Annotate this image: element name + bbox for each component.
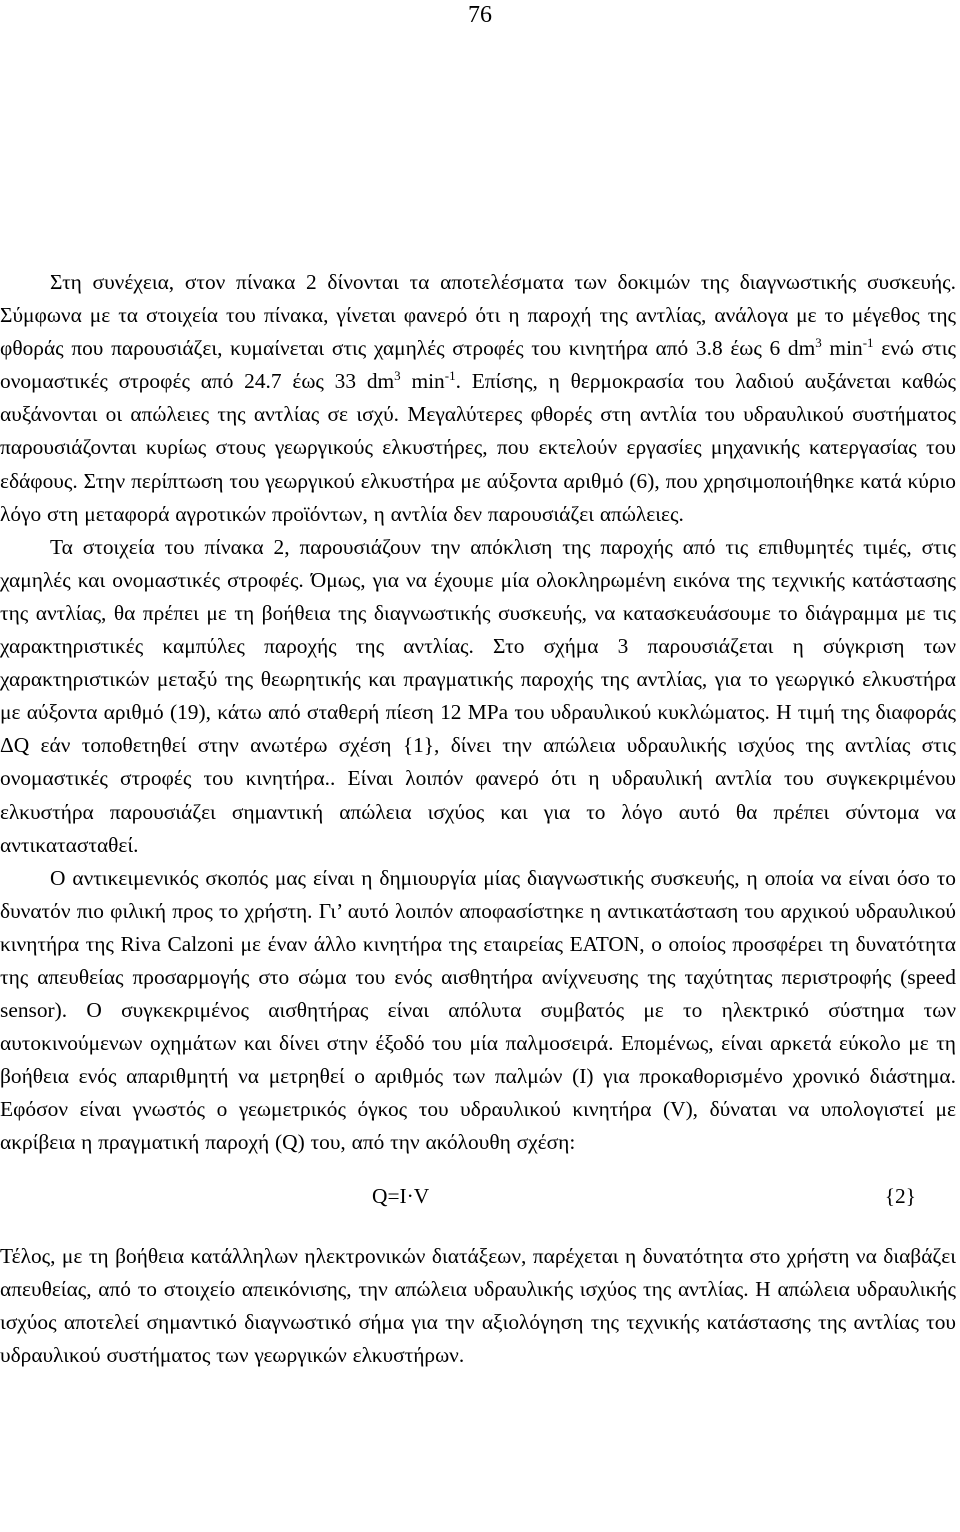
page-number: 76 <box>468 2 492 28</box>
paragraph-1-text-a: Στη συνέχεια, στον πίνακα 2 δίνονται τα αποτελέσματα των δοκιμών της διαγνωστικής συσκευής. Σύμφωνα με τα στοιχεία του πίνακα, γίνεται φανερό ότι η παροχή της αντλίας, ανάλογα με το μέγεθος της φθοράς που παρουσιάζει, κυμαίνεται στις χαμηλές στροφές του κινητήρα από 3.8 έως 6 dm <box>0 270 956 361</box>
paragraph-1-text-c: ενώ στις ονομαστικές στροφές από 24.7 έως 33 dm <box>0 336 957 394</box>
paragraph-2: Τα στοιχεία του πίνακα 2, παρουσιάζουν την απόκλιση της παροχής από τις επιθυμητές τιμές, στις χαμηλές και ονομαστικές στροφές. Όμως, για να έχουμε μία ολοκληρωμένη εικόνα της τεχνικής κατάστασης της αντλίας, θα πρέπει με τη βοήθεια της διαγνωστικής συσκευής, να κατασκευάσουμε το διάγραμμα με τις χαρακτηριστικές καμπύλες παροχής της αντλίας. Στο σχήμα 3 παρουσιάζεται η σύγκριση των χαρακτηριστικών μεταξύ της θεωρητικής και πραγματικής παροχής της αντλίας, για το γεωργικό ελκυστήρα με αύξοντα αριθμό (19), κάτω από σταθερή πίεση 12 MPa του υδραυλικού κυκλώματος. Η τιμή της διαφοράς ΔQ εάν τοποθετηθεί στην ανωτέρω σχέση {1}, δίνει την απώλεια υδραυλικής ισχύος της αντλίας στις ονομαστικές στροφές του κινητήρα.. Είναι λοιπόν φανερό ότι η υδραυλική αντλία του συγκεκριμένου ελκυστήρα παρουσιάζει σημαντική απώλεια ισχύος και για το λόγο αυτό θα πρέπει σύντομα να αντικατασταθεί. <box>0 534 956 857</box>
paragraph-1-text-b: min <box>821 336 863 361</box>
superscript-3: 3 <box>394 368 401 384</box>
equation-formula: Q=I·V <box>372 1183 430 1208</box>
paragraph-4: Τέλος, με τη βοήθεια κατάλληλων ηλεκτρονικών διατάξεων, παρέχεται η δυνατότητα στο χρήστη να διαβάζει απευθείας, από το στοιχείο απεικόνισης, την απώλεια υδραυλικής ισχύος της αντλίας. Η απώλεια υδραυλικής ισχύος αποτελεί σημαντικό διαγνωστικό σήμα για την αξιολόγηση της τεχνικής κατάστασης της αντλίας του υδραυλικού συστήματος των γεωργικών ελκυστήρων. <box>0 1243 956 1367</box>
superscript-3: 3 <box>815 335 822 351</box>
paragraph-1-text-e: . Επίσης, η θερμοκρασία του λαδιού αυξάνεται καθώς αυξάνονται οι απώλειες της αντλίας σε ισχύ. Μεγαλύτερες φθορές στη αντλία του υδραυλικού συστήματος παρουσιάζονται κυρίως στους γεωργικούς ελκυστήρες, που εκτελούν εργασίες μηχανικής κατεργασίας του εδάφους. Στην περίπτωση του γεωργικού ελκυστήρα με αύξοντα αριθμό (6), που χρησιμοποιήθηκε κατά κύριο λόγο στη μεταφορά αγροτικών προϊόντων, η αντλία δεν παρουσιάζει απώλειες. <box>0 369 957 526</box>
paragraph-3: Ο αντικειμενικός σκοπός μας είναι η δημιουργία μίας διαγνωστικής συσκευής, η οποία να είναι όσο το δυνατόν πιο φιλική προς το χρήστη. Γι’ αυτό λοιπόν αποφασίστηκε η αντικατάσταση του αρχικού υδραυλικού κινητήρα της Riva Calzoni με έναν άλλο κινητήρα της εταιρείας EATON, ο οποίος προσφέρει τη δυνατότητα της απευθείας προσαρμογής στο σώμα του ενός αισθητήρα ανίχνευσης της ταχύτητας περιστροφής (speed sensor). Ο συγκεκριμένος αισθητήρας είναι απόλυτα συμβατός με το ηλεκτρικό σύστημα των αυτοκινούμενων οχημάτων και δίνει στην έξοδό του μία παλμοσειρά. Επομένως, είναι αρκετά εύκολο με τη βοήθεια ενός απαριθμητή να μετρηθεί ο αριθμός των παλμών (I) για προκαθορισμένο χρονικό διάστημα. Εφόσον είναι γνωστός ο γεωμετρικός όγκος του υδραυλικού κινητήρα (V), δύναται να υπολογιστεί με ακρίβεια η πραγματική παροχή (Q) του, από την ακόλουθη σχέση: <box>0 865 956 1155</box>
paragraph-1 <box>0 266 956 531</box>
equation-row <box>0 1180 956 1226</box>
document-body <box>0 266 956 1372</box>
equation-number: {2} <box>884 1183 916 1208</box>
superscript-minus-1: -1 <box>444 368 456 384</box>
paragraph-1-text-d: min <box>400 369 445 394</box>
superscript-minus-1: -1 <box>862 335 874 351</box>
